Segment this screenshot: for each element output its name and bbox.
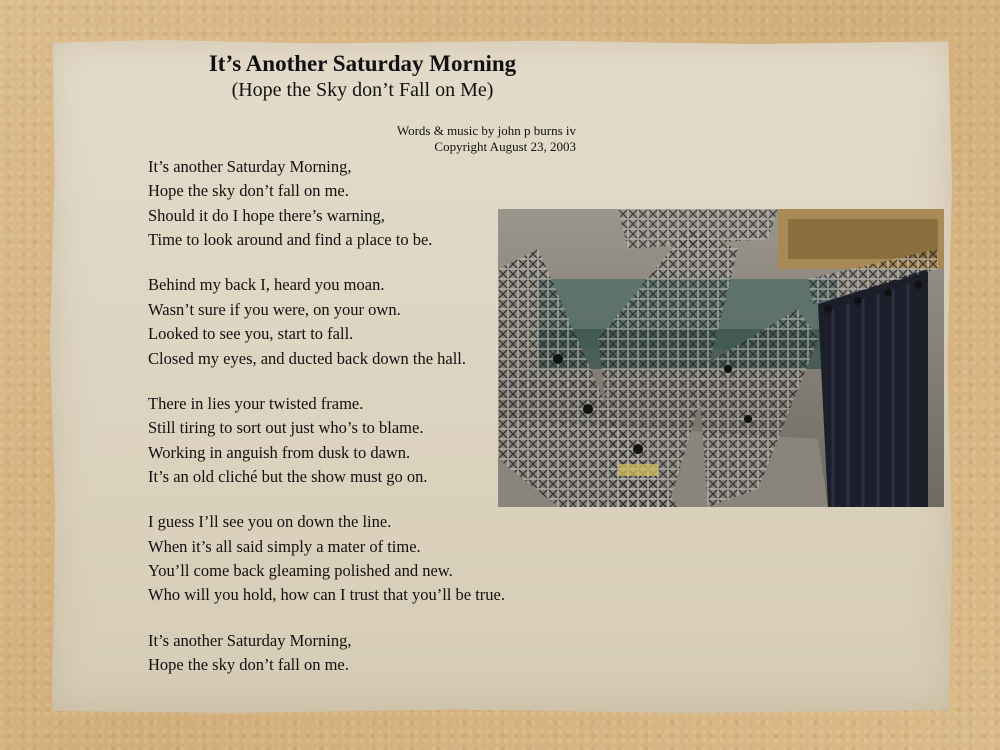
lyric-line: It’s another Saturday Morning,	[148, 630, 352, 650]
stanza-2	[148, 273, 548, 371]
credits-copyright: Copyright August 23, 2003	[434, 139, 576, 154]
lyric-line: Who will you hold, how can I trust that you’ll be true.	[148, 585, 505, 605]
lyrics	[148, 155, 548, 698]
lyric-line: Time to look around and find a place to be.	[148, 230, 433, 250]
lyric-line: Hope the sky don’t fall on me.	[148, 181, 349, 201]
photo-illustration	[498, 209, 944, 507]
lyric-line: It’s another Saturday Morning,	[148, 157, 352, 176]
lyric-line: I guess I’ll see you on down the line.	[148, 512, 392, 532]
lyric-line: Should it do I hope there’s warning,	[148, 205, 385, 225]
lyric-line: You’ll come back gleaming polished and new.	[148, 561, 453, 581]
credits	[397, 123, 576, 155]
stage-collapse-photo	[498, 209, 944, 507]
stanza-5	[148, 629, 548, 678]
lyric-line: Wasn’t sure if you were, on your own.	[148, 299, 401, 319]
lyric-line: Looked to see you, start to fall.	[148, 324, 354, 344]
credits-writer: Words & music by john p burns iv	[396, 123, 576, 138]
lyric-line: Behind my back I, heard you moan.	[148, 275, 385, 295]
lyric-line: Closed my eyes, and ducted back down the hall.	[148, 348, 467, 368]
stanza-3	[148, 392, 548, 490]
stanza-1	[148, 155, 548, 253]
song-title: It’s Another Saturday Morning	[208, 51, 517, 76]
stanza-4	[148, 510, 548, 608]
lyric-line: Working in anguish from dusk to dawn.	[148, 442, 411, 462]
lyric-line: There in lies your twisted frame.	[148, 393, 364, 413]
lyric-line: When it’s all said simply a mater of time.	[148, 536, 421, 556]
song-subtitle: (Hope the Sky don’t Fall on Me)	[231, 79, 494, 101]
lyric-line: Still tiring to sort out just who’s to blame.	[148, 418, 424, 438]
lyric-line: Hope the sky don’t fall on me.	[148, 655, 349, 675]
lyric-line: It’s an old cliché but the show must go on.	[148, 467, 428, 487]
